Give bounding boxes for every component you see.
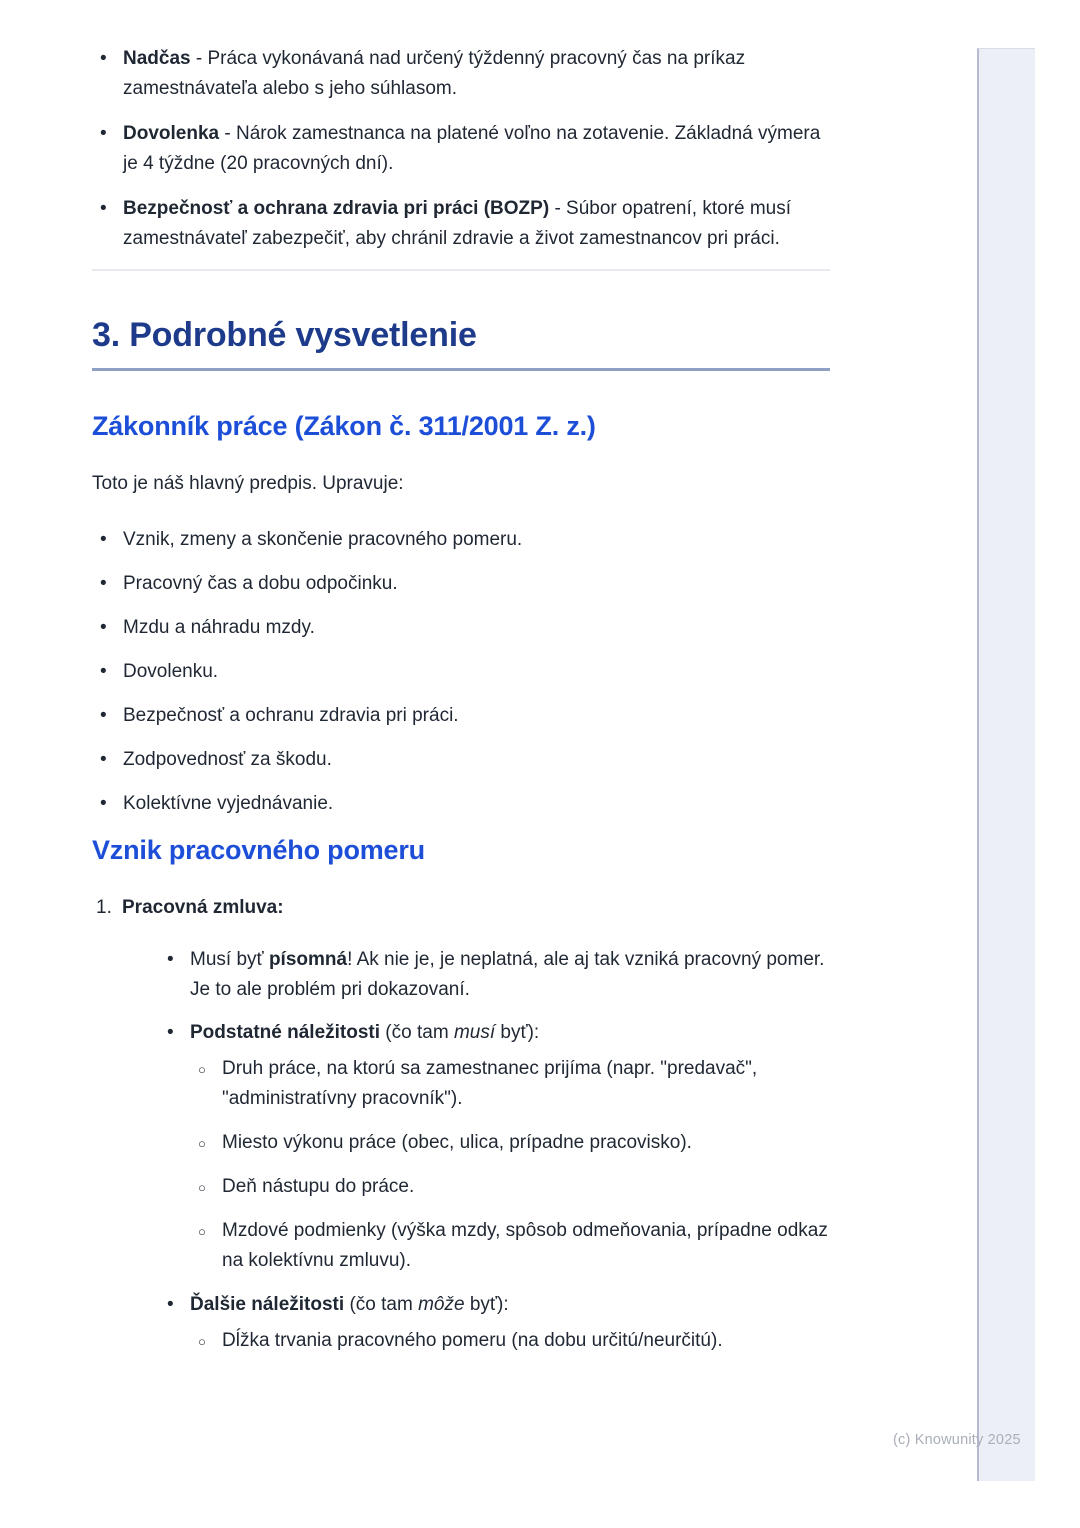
zakonnik-topics-list xyxy=(92,525,830,819)
text-run: môže xyxy=(418,1294,465,1315)
text-run: Dovolenka xyxy=(123,123,220,144)
text-run: Deň nástupu do práce. xyxy=(222,1176,415,1197)
text-run: Mzdu a náhradu mzdy. xyxy=(123,617,315,638)
text-run: byť): xyxy=(495,1022,540,1043)
text-run: Pracovný čas a dobu odpočinku. xyxy=(123,573,398,594)
disc-bullet-marker: • xyxy=(100,749,107,770)
section-heading: 3. Podrobné vysvetlenie xyxy=(92,316,477,354)
text-run: (čo tam xyxy=(380,1022,454,1043)
disc-bullet-marker: • xyxy=(100,529,107,550)
key-term-item xyxy=(92,194,830,254)
text-run: Ďalšie náležitosti xyxy=(190,1294,345,1315)
text-run: Nadčas xyxy=(123,48,191,69)
text-run: Podstatné náležitosti xyxy=(190,1022,381,1043)
section-divider xyxy=(92,269,830,271)
text-run: Dovolenku. xyxy=(123,661,219,682)
key-terms-list xyxy=(92,0,830,254)
circle-bullet-item xyxy=(198,1172,830,1202)
zakonnik-topic-item xyxy=(92,657,830,687)
sub-bullet-item xyxy=(159,1290,830,1356)
circle-bullet-item xyxy=(198,1216,830,1276)
watermark: (c) Knowunity 2025 xyxy=(893,1432,1021,1448)
zakonnik-topic-item xyxy=(92,789,830,819)
circle-bullet-item xyxy=(198,1128,830,1158)
text-run: Bezpečnosť a ochranu zdravia pri práci. xyxy=(123,705,459,726)
text-run: Mzdové podmienky (výška mzdy, spôsob odmeňovania, prípadne odkaz na kolektívnu zmluvu). xyxy=(222,1220,828,1271)
zakonnik-topic-item xyxy=(92,569,830,599)
zakonnik-topic-item xyxy=(92,613,830,643)
disc-bullet-marker: • xyxy=(100,48,107,69)
text-run: Bezpečnosť a ochrana zdravia pri práci (BOZP) xyxy=(123,198,550,219)
disc-bullet-marker: • xyxy=(100,617,107,638)
subheading-vznik-pomeru: Vznik pracovného pomeru xyxy=(92,835,425,865)
content-area xyxy=(92,0,830,1370)
text-run: ! Ak nie je, je neplatná, ale aj tak vzniká pracovný pomer. Je to ale problém pri dokazovaní. xyxy=(190,949,825,1000)
numbered-item xyxy=(92,893,830,1356)
text-run: Miesto výkonu práce (obec, ulica, prípadne pracovisko). xyxy=(222,1132,692,1153)
disc-bullet-marker: • xyxy=(100,123,107,144)
circle-sublist xyxy=(190,1054,830,1276)
zakonnik-intro-paragraph: Toto je náš hlavný predpis. Upravuje: xyxy=(92,473,404,494)
circle-bullet-marker: ○ xyxy=(198,1334,206,1349)
text-run: Druh práce, na ktorú sa zamestnanec prijíma (napr. "predavač", "administratívny pracovník"). xyxy=(222,1058,758,1109)
circle-bullet-marker: ○ xyxy=(198,1180,206,1195)
circle-bullet-marker: ○ xyxy=(198,1136,206,1151)
sub-bullet-item xyxy=(159,945,830,1005)
text-run: Kolektívne vyjednávanie. xyxy=(123,793,334,814)
zakonnik-topic-item xyxy=(92,525,830,555)
disc-bullet-marker: • xyxy=(100,793,107,814)
sub-bullet-item xyxy=(159,1018,830,1276)
zakonnik-topic-item xyxy=(92,701,830,731)
disc-bullet-marker: • xyxy=(167,1022,174,1043)
disc-bullet-marker: • xyxy=(100,661,107,682)
circle-sublist xyxy=(190,1326,830,1356)
key-term-item xyxy=(92,119,830,179)
text-run: Vznik, zmeny a skončenie pracovného pomeru. xyxy=(123,529,523,550)
text-run: Musí byť xyxy=(190,949,269,970)
right-margin-strip xyxy=(977,48,1035,1481)
disc-bullet-marker: • xyxy=(167,1294,174,1315)
number-marker: 1. xyxy=(96,897,112,918)
disc-bullet-marker: • xyxy=(100,573,107,594)
subheading-zakonnik-prace: Zákonník práce (Zákon č. 311/2001 Z. z.) xyxy=(92,411,596,441)
circle-bullet-item xyxy=(198,1326,830,1356)
disc-bullet-marker: • xyxy=(100,705,107,726)
disc-bullet-marker: • xyxy=(167,949,174,970)
text-run: písomná xyxy=(268,949,348,970)
circle-bullet-item xyxy=(198,1054,830,1114)
zakonnik-topic-item xyxy=(92,745,830,775)
heading-rule xyxy=(92,368,830,371)
text-run: musí xyxy=(453,1022,496,1043)
text-run: Dĺžka trvania pracovného pomeru (na dobu určitú/neurčitú). xyxy=(222,1330,723,1351)
text-run: Pracovná zmluva: xyxy=(122,897,284,918)
text-run: - Súbor opatrení, ktoré musí zamestnávateľ zabezpečiť, aby chránil zdravie a život zamestnancov pri práci. xyxy=(123,198,792,249)
key-term-item xyxy=(92,44,830,104)
disc-bullet-marker: • xyxy=(100,198,107,219)
text-run: Zodpovednosť za škodu. xyxy=(123,749,332,770)
text-run: byť): xyxy=(464,1294,509,1315)
numbered-item-sublist xyxy=(122,945,830,1356)
vznik-numbered-list xyxy=(92,893,830,1356)
text-run: (čo tam xyxy=(344,1294,419,1315)
text-run: - Práca vykonávaná nad určený týždenný pracovný čas na príkaz zamestnávateľa alebo s jeho súhlasom. xyxy=(123,48,746,99)
circle-bullet-marker: ○ xyxy=(198,1224,206,1239)
circle-bullet-marker: ○ xyxy=(198,1062,206,1077)
text-run: - Nárok zamestnanca na platené voľno na zotavenie. Základná výmera je 4 týždne (20 pracovných dní). xyxy=(123,123,821,174)
